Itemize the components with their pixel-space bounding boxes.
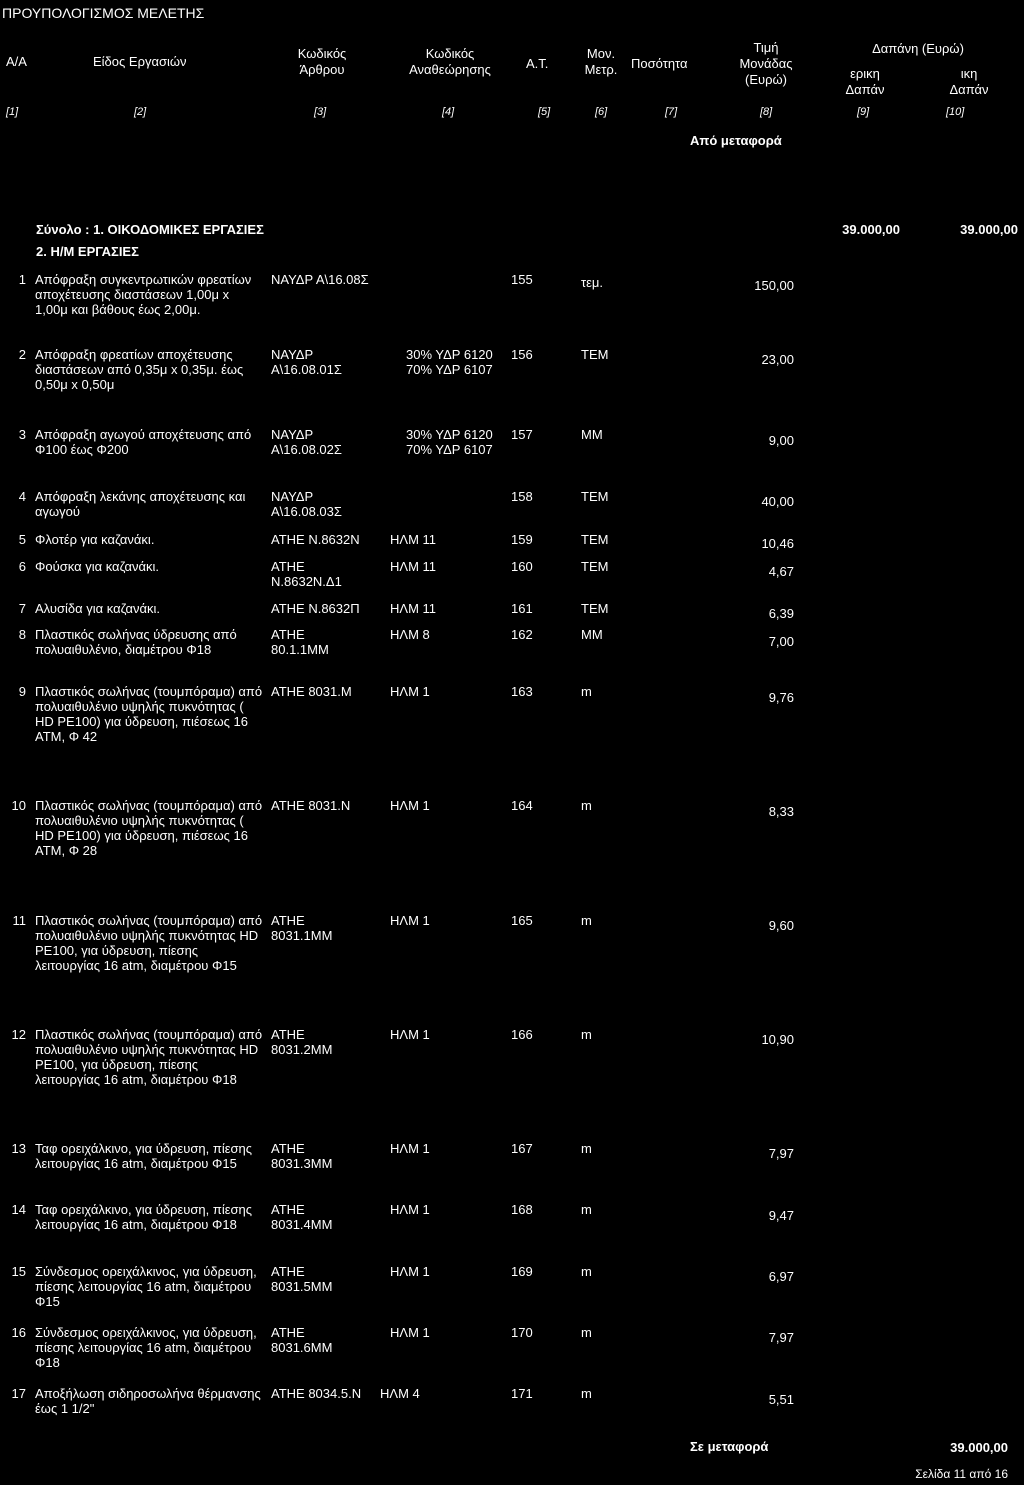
- row-revision: ΗΛΜ 11: [390, 559, 437, 574]
- row-code: ΝΑΥΔΡ Α\16.08.02Σ: [271, 427, 342, 457]
- row-unit: ΤΕΜ: [581, 559, 609, 574]
- row-unit: m: [581, 1264, 592, 1279]
- row-code: ΝΑΥΔΡ Α\16.08Σ: [271, 272, 369, 287]
- subtotal-label: Σύνολο : 1. ΟΙΚΟΔΟΜΙΚΕΣ ΕΡΓΑΣΙΕΣ: [36, 222, 264, 237]
- row-price: 7,00: [768, 634, 794, 649]
- row-revision: ΗΛΜ 1: [390, 1325, 430, 1340]
- row-price: 6,97: [768, 1269, 794, 1284]
- row-number: 8: [18, 627, 26, 642]
- row-number: 11: [12, 913, 26, 928]
- row-at: 158: [511, 489, 533, 504]
- row-number: 4: [18, 489, 26, 504]
- row-number: 16: [11, 1325, 26, 1340]
- row-number: 13: [11, 1141, 26, 1156]
- row-at: 163: [511, 684, 533, 699]
- row-price: 7,97: [768, 1146, 794, 1161]
- row-price: 40,00: [761, 494, 794, 509]
- row-revision: ΗΛΜ 1: [390, 1264, 430, 1279]
- header-dapani-meriki-1: ερικη: [850, 66, 880, 81]
- row-at: 161: [511, 601, 533, 616]
- row-number: 1: [18, 272, 26, 287]
- colnum-7: [7]: [665, 106, 678, 118]
- row-code: ΑΤΗΕ 80.1.1ΜΜ: [271, 627, 329, 657]
- header-dapani: Δαπάνη (Ευρώ): [872, 41, 964, 56]
- row-at: 157: [511, 427, 533, 442]
- row-code: ΑΤΗΕ 8034.5.Ν: [271, 1386, 362, 1401]
- row-at: 160: [511, 559, 533, 574]
- row-at: 171: [511, 1386, 533, 1401]
- row-unit: ΤΕΜ: [581, 532, 609, 547]
- row-price: 9,76: [768, 690, 794, 705]
- header-dapani-oliki-1: ικη: [960, 66, 978, 81]
- row-unit: m: [581, 1141, 592, 1156]
- se-metafora-value: 39.000,00: [950, 1440, 1008, 1455]
- row-unit: ΤΕΜ: [581, 347, 609, 362]
- row-revision: ΗΛΜ 8: [390, 627, 430, 642]
- header-timi-2: Μονάδας: [739, 56, 793, 71]
- row-at: 164: [511, 798, 533, 813]
- section-title: 2. Η/Μ ΕΡΓΑΣΙΕΣ: [36, 244, 139, 259]
- row-code: ΑΤΗΕ 8031.4ΜΜ: [271, 1202, 333, 1232]
- row-unit: m: [581, 1386, 592, 1401]
- row-description: Απόφραξη λεκάνης αποχέτευσης και αγωγού: [35, 489, 246, 519]
- row-price: 5,51: [768, 1392, 794, 1407]
- row-description: Φλοτέρ για καζανάκι.: [35, 532, 155, 547]
- row-unit: m: [581, 684, 592, 699]
- row-description: Αποξήλωση σιδηροσωλήνα θέρμανσης έως 1 1/2": [35, 1386, 261, 1416]
- row-number: 10: [11, 798, 26, 813]
- row-description: Πλαστικός σωλήνας (τουμπόραμα) από πολυαιθυλένιο υψηλής πυκνότητας HD PE100, για ύδρευση, πίεσης λειτουργίας 16 atm, διαμέτρου Φ18: [35, 1027, 263, 1087]
- row-description: Πλαστικός σωλήνας ύδρευσης από πολυαιθυλένιο, διαμέτρου Φ18: [35, 627, 237, 657]
- row-unit: m: [581, 1325, 592, 1340]
- row-revision: ΗΛΜ 1: [390, 798, 430, 813]
- header-dapani-oliki-2: Δαπάν: [949, 82, 989, 97]
- row-price: 4,67: [768, 564, 794, 579]
- row-unit: m: [581, 798, 592, 813]
- row-description: Πλαστικός σωλήνας (τουμπόραμα) από πολυαιθυλένιο υψηλής πυκνότητας HD PE100, για ύδρευση, πίεσης λειτουργίας 16 atm, διαμέτρου Φ15: [35, 913, 263, 973]
- header-aa: Α/Α: [6, 54, 27, 69]
- page-title: ΠΡΟΥΠΟΛΟΓΙΣΜΟΣ ΜΕΛΕΤΗΣ: [2, 5, 205, 21]
- row-description: Φούσκα για καζανάκι.: [35, 559, 159, 574]
- row-code: ΑΤΗΕ 8031.3ΜΜ: [271, 1141, 333, 1171]
- header-kodikos-anatheorisis-1: Κωδικός: [425, 46, 475, 61]
- row-price: 10,90: [761, 1032, 794, 1047]
- row-at: 165: [511, 913, 533, 928]
- row-number: 14: [11, 1202, 26, 1217]
- row-description: Ταφ ορειχάλκινο, για ύδρευση, πίεσης λειτουργίας 16 atm, διαμέτρου Φ18: [35, 1202, 253, 1232]
- row-description: Σύνδεσμος ορειχάλκινος, για ύδρευση, πίεσης λειτουργίας 16 atm, διαμέτρου Φ18: [35, 1325, 257, 1370]
- apo-metafora-label: Από μεταφορά: [690, 133, 782, 148]
- row-at: 159: [511, 532, 533, 547]
- row-revision: ΗΛΜ 1: [390, 913, 430, 928]
- row-code: ΝΑΥΔΡ Α\16.08.03Σ: [271, 489, 342, 519]
- row-price: 8,33: [768, 804, 794, 819]
- row-revision: 30% ΥΔΡ 6120 70% ΥΔΡ 6107: [406, 347, 493, 377]
- row-code: ΑΤΗΕ Ν.8632Ν.Δ1: [271, 559, 342, 589]
- row-at: 168: [511, 1202, 533, 1217]
- row-code: ΑΤΗΕ Ν.8632Ν: [271, 532, 360, 547]
- row-revision: ΗΛΜ 1: [390, 1202, 430, 1217]
- row-description: Αλυσίδα για καζανάκι.: [35, 601, 161, 616]
- header-mon-2: Μετρ.: [584, 62, 618, 77]
- row-description: Απόφραξη φρεατίων αποχέτευσης διαστάσεων από 0,35μ x 0,35μ. έως 0,50μ x 0,50μ: [35, 347, 244, 392]
- row-unit: m: [581, 913, 592, 928]
- row-unit: ΤΕΜ: [581, 601, 609, 616]
- row-number: 6: [18, 559, 26, 574]
- row-unit: ΤΕΜ: [581, 489, 609, 504]
- row-unit: ΜΜ: [581, 427, 603, 442]
- row-number: 12: [11, 1027, 26, 1042]
- row-price: 9,60: [768, 918, 794, 933]
- row-number: 3: [18, 427, 26, 442]
- row-unit: ΜΜ: [581, 627, 603, 642]
- row-code: ΑΤΗΕ 8031.Ν: [271, 798, 351, 813]
- row-at: 156: [511, 347, 533, 362]
- subtotal-meriki: 39.000,00: [842, 222, 900, 237]
- row-description: Απόφραξη συγκεντρωτικών φρεατίων αποχέτευσης διαστάσεων 1,00μ x 1,00μ και βάθους έως 2,00μ.: [35, 272, 252, 317]
- row-number: 15: [11, 1264, 26, 1279]
- subtotal-oliki: 39.000,00: [960, 222, 1018, 237]
- header-kodikos-arthrou-1: Κωδικός: [297, 46, 347, 61]
- row-description: Σύνδεσμος ορειχάλκινος, για ύδρευση, πίεσης λειτουργίας 16 atm, διαμέτρου Φ15: [35, 1264, 257, 1309]
- colnum-10: [10]: [946, 106, 965, 118]
- row-price: 6,39: [768, 606, 794, 621]
- row-number: 2: [18, 347, 26, 362]
- page-number: Σελίδα 11 από 16: [915, 1467, 1008, 1481]
- row-at: 166: [511, 1027, 533, 1042]
- colnum-2: [2]: [134, 106, 147, 118]
- header-dapani-meriki-2: Δαπάν: [845, 82, 885, 97]
- row-description: Απόφραξη αγωγού αποχέτευσης από Φ100 έως Φ200: [35, 427, 252, 457]
- row-at: 167: [511, 1141, 533, 1156]
- row-code: ΑΤΗΕ 8031.2ΜΜ: [271, 1027, 333, 1057]
- row-unit: τεμ.: [581, 275, 604, 290]
- row-revision: ΗΛΜ 4: [380, 1386, 420, 1401]
- colnum-8: [8]: [760, 106, 773, 118]
- row-number: 17: [11, 1386, 26, 1401]
- row-revision: ΗΛΜ 11: [390, 532, 437, 547]
- row-unit: m: [581, 1202, 592, 1217]
- row-revision: ΗΛΜ 1: [390, 684, 430, 699]
- row-description: Πλαστικός σωλήνας (τουμπόραμα) από πολυαιθυλένιο υψηλής πυκνότητας ( HD PE100) για ύδρευση, πιέσεως 16 ΑΤΜ, Φ 28: [35, 798, 263, 858]
- colnum-5: [5]: [538, 106, 551, 118]
- colnum-4: [4]: [442, 106, 455, 118]
- row-price: 23,00: [761, 352, 794, 367]
- row-price: 9,47: [768, 1208, 794, 1223]
- header-kodikos-anatheorisis-2: Αναθεώρησης: [409, 62, 491, 77]
- header-eidos: Είδος Εργασιών: [93, 54, 187, 69]
- row-price: 7,97: [768, 1330, 794, 1345]
- header-kodikos-arthrou-2: Άρθρου: [299, 62, 345, 77]
- row-number: 5: [18, 532, 26, 547]
- row-price: 10,46: [761, 536, 794, 551]
- row-number: 7: [18, 601, 26, 616]
- row-at: 155: [511, 272, 533, 287]
- row-revision: ΗΛΜ 1: [390, 1027, 430, 1042]
- row-code: ΑΤΗΕ 8031.6ΜΜ: [271, 1325, 333, 1355]
- header-timi-3: (Ευρώ): [745, 72, 787, 87]
- header-mon-1: Μον.: [586, 46, 616, 61]
- row-unit: m: [581, 1027, 592, 1042]
- row-price: 9,00: [768, 433, 794, 448]
- colnum-3: [3]: [314, 106, 327, 118]
- colnum-6: [6]: [595, 106, 608, 118]
- row-at: 170: [511, 1325, 533, 1340]
- row-code: ΝΑΥΔΡ Α\16.08.01Σ: [271, 347, 342, 377]
- header-timi-1: Τιμή: [753, 40, 779, 55]
- colnum-9: [9]: [857, 106, 870, 118]
- se-metafora-label: Σε μεταφορά: [690, 1439, 769, 1454]
- header-at: Α.Τ.: [526, 56, 549, 71]
- header-posotita: Ποσότητα: [631, 56, 688, 71]
- row-at: 162: [511, 627, 533, 642]
- row-code: ΑΤΗΕ Ν.8632Π: [271, 601, 360, 616]
- row-number: 9: [18, 684, 26, 699]
- row-description: Ταφ ορειχάλκινο, για ύδρευση, πίεσης λειτουργίας 16 atm, διαμέτρου Φ15: [35, 1141, 253, 1171]
- row-description: Πλαστικός σωλήνας (τουμπόραμα) από πολυαιθυλένιο υψηλής πυκνότητας ( HD PE100) για ύδρευση, πιέσεως 16 ΑΤΜ, Φ 42: [35, 684, 263, 744]
- row-at: 169: [511, 1264, 533, 1279]
- row-revision: ΗΛΜ 1: [390, 1141, 430, 1156]
- row-code: ΑΤΗΕ 8031.1ΜΜ: [271, 913, 333, 943]
- row-code: ΑΤΗΕ 8031.5ΜΜ: [271, 1264, 333, 1294]
- row-revision: 30% ΥΔΡ 6120 70% ΥΔΡ 6107: [406, 427, 493, 457]
- colnum-1: [1]: [6, 106, 19, 118]
- row-price: 150,00: [754, 278, 794, 293]
- row-code: ΑΤΗΕ 8031.Μ: [271, 684, 352, 699]
- row-revision: ΗΛΜ 11: [390, 601, 437, 616]
